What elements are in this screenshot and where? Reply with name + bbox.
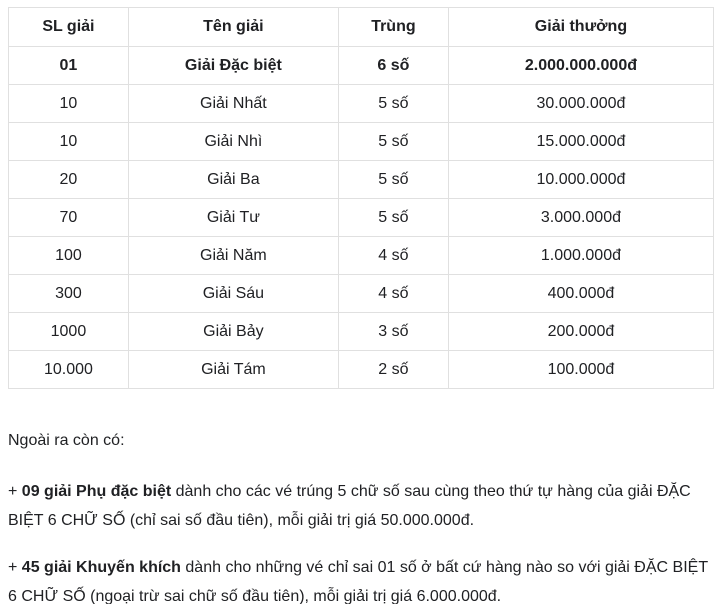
cell-match: 5 số — [338, 85, 448, 123]
cell-prize-value: 1.000.000đ — [448, 237, 713, 275]
cell-quantity: 01 — [9, 47, 129, 85]
cell-prize-value: 10.000.000đ — [448, 161, 713, 199]
note-prefix: + — [8, 559, 22, 577]
cell-quantity: 10 — [9, 123, 129, 161]
table-row — [9, 237, 714, 275]
cell-prize-value: 100.000đ — [448, 351, 713, 389]
cell-match: 3 số — [338, 313, 448, 351]
cell-quantity: 100 — [9, 237, 129, 275]
cell-quantity: 10.000 — [9, 351, 129, 389]
table-row — [9, 199, 714, 237]
cell-prize-name: Giải Bảy — [128, 313, 338, 351]
cell-match: 4 số — [338, 275, 448, 313]
cell-prize-value: 15.000.000đ — [448, 123, 713, 161]
cell-match: 5 số — [338, 199, 448, 237]
cell-quantity: 1000 — [9, 313, 129, 351]
cell-match: 5 số — [338, 161, 448, 199]
cell-prize-name: Giải Tám — [128, 351, 338, 389]
note-bold-label: 09 giải Phụ đặc biệt — [21, 482, 172, 500]
cell-prize-name: Giải Sáu — [128, 275, 338, 313]
cell-prize-name: Giải Đặc biệt — [128, 47, 338, 85]
cell-prize-value: 2.000.000.000đ — [448, 47, 713, 85]
table-header-row — [9, 8, 714, 47]
column-header-prize-name: Tên giải — [128, 8, 338, 47]
table-row — [9, 313, 714, 351]
prize-table — [8, 7, 714, 389]
cell-prize-value: 30.000.000đ — [448, 85, 713, 123]
cell-match: 6 số — [338, 47, 448, 85]
note-prefix: + — [8, 482, 22, 500]
cell-prize-name: Giải Nhì — [128, 123, 338, 161]
note-khuyen-khich — [8, 554, 712, 604]
cell-prize-name: Giải Năm — [128, 237, 338, 275]
additional-prizes-notes — [8, 427, 712, 604]
cell-prize-name: Giải Nhất — [128, 85, 338, 123]
table-row — [9, 47, 714, 85]
cell-prize-value: 3.000.000đ — [448, 199, 713, 237]
table-row — [9, 85, 714, 123]
cell-quantity: 20 — [9, 161, 129, 199]
note-phu-dac-biet — [8, 478, 712, 536]
note-text: dành cho các vé trúng 5 chữ số sau cùng theo thứ tự hàng của giải ĐẶC BIỆT 6 CHỮ SỐ (chỉ sai số đầu tiên), mỗi giải trị giá 50.000.000đ. — [8, 482, 691, 529]
cell-prize-value: 200.000đ — [448, 313, 713, 351]
notes-intro: Ngoài ra còn có: — [8, 432, 125, 449]
cell-prize-name: Giải Tư — [128, 199, 338, 237]
cell-quantity: 10 — [9, 85, 129, 123]
table-row — [9, 351, 714, 389]
column-header-prize-value: Giải thưởng — [448, 8, 713, 47]
note-text: dành cho những vé chỉ sai 01 số ở bất cứ hàng nào so với giải ĐẶC BIỆT 6 CHỮ SỐ (ngoại trừ sai chữ số đầu tiên), mỗi giải trị giá 6.000.000đ. — [8, 559, 708, 604]
cell-prize-value: 400.000đ — [448, 275, 713, 313]
cell-match: 2 số — [338, 351, 448, 389]
column-header-match: Trùng — [338, 8, 448, 47]
table-row — [9, 161, 714, 199]
table-row — [9, 123, 714, 161]
table-row — [9, 275, 714, 313]
note-bold-label: 45 giải Khuyến khích — [21, 559, 181, 577]
cell-match: 5 số — [338, 123, 448, 161]
cell-quantity: 70 — [9, 199, 129, 237]
cell-prize-name: Giải Ba — [128, 161, 338, 199]
column-header-quantity: SL giải — [9, 8, 129, 47]
cell-match: 4 số — [338, 237, 448, 275]
cell-quantity: 300 — [9, 275, 129, 313]
